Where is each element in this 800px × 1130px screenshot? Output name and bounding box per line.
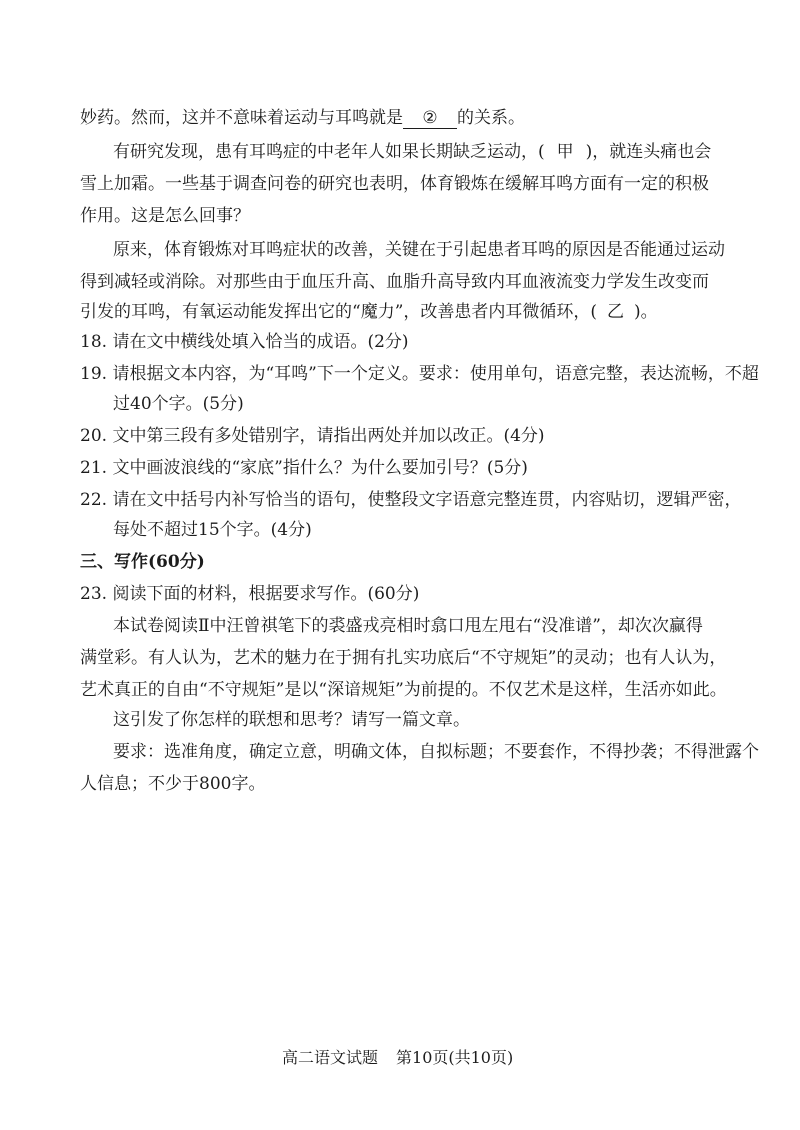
passage-line-1 (80, 106, 525, 130)
passage-p2-line-1 (113, 140, 711, 164)
question-19-line-1: 19. 请根据文本内容，为“耳鸣”下一个定义。要求：使用单句，语意完整，表达流畅，不超 (80, 364, 759, 384)
question-18: 18. 请在文中横线处填入恰当的成语。(2分) (80, 332, 409, 352)
question-21: 21. 文中画波浪线的“家底”指什么？为什么要加引号？(5分) (80, 458, 528, 478)
blank-marker-jia: 甲 (556, 142, 574, 162)
passage-text: )。 (634, 302, 658, 322)
passage-text: 妙药。然而，这并不意味着运动与耳鸣就是 (80, 108, 403, 128)
question-23: 23. 阅读下面的材料，根据要求写作。(60分) (80, 584, 420, 604)
question-22-line-1: 22. 请在文中括号内补写恰当的语句，使整段文字语意完整连贯，内容贴切，逻辑严密， (80, 490, 742, 510)
fill-blank-2: ② (403, 108, 457, 129)
passage-text: )，就连头痛也会 (585, 142, 712, 162)
passage-p3-line-3 (80, 300, 658, 324)
requirements-line-2: 人信息；不少于800字。 (80, 774, 266, 794)
requirements-line-1: 要求：选准角度，确定立意，明确文体，自拟标题；不要套作，不得抄袭；不得泄露个 (113, 742, 759, 762)
passage-p2-line-3: 作用。这是怎么回事？ (80, 206, 250, 226)
page-footer (282, 1046, 513, 1070)
passage-text: 引发的耳鸣，有氧运动能发挥出它的“魔力”，改善患者内耳微循环，( (80, 302, 598, 322)
passage-p3-line-1: 原来，体育锻炼对耳鸣症状的改善，关键在于引起患者耳鸣的原因是否能通过运动 (113, 240, 725, 260)
passage-text: 的关系。 (457, 108, 525, 128)
writing-prompt: 这引发了你怎样的联想和思考？请写一篇文章。 (113, 710, 470, 730)
footer-title: 高二语文试题 (282, 1048, 379, 1067)
section-title-writing: 三、写作(60分) (80, 552, 205, 572)
passage-p3-line-2: 得到减轻或消除。对那些由于血压升高、血脂升高导致内耳血液流变力学发生改变而 (80, 272, 709, 292)
material-line-2: 满堂彩。有人认为，艺术的魅力在于拥有扎实功底后“不守规矩”的灵动；也有人认为， (80, 648, 727, 668)
passage-p2-line-2: 雪上加霜。一些基于调查问卷的研究也表明，体育锻炼在缓解耳鸣方面有一定的积极 (80, 174, 709, 194)
material-line-1: 本试卷阅读Ⅱ中汪曾祺笔下的裘盛戎亮相时翕口甩左甩右“没准谱”，却次次赢得 (113, 616, 703, 636)
footer-page-number: 第10页(共10页) (396, 1048, 514, 1067)
passage-text: 有研究发现，患有耳鸣症的中老年人如果长期缺乏运动，( (113, 142, 545, 162)
blank-marker-yi: 乙 (607, 302, 625, 322)
question-22-line-2: 每处不超过15个字。(4分) (113, 520, 312, 540)
question-19-line-2: 过40个字。(5分) (113, 394, 244, 414)
material-line-3: 艺术真正的自由“不守规矩”是以“深谙规矩”为前提的。不仅艺术是这样，生活亦如此。 (80, 680, 727, 700)
question-20: 20. 文中第三段有多处错别字，请指出两处并加以改正。(4分) (80, 426, 545, 446)
